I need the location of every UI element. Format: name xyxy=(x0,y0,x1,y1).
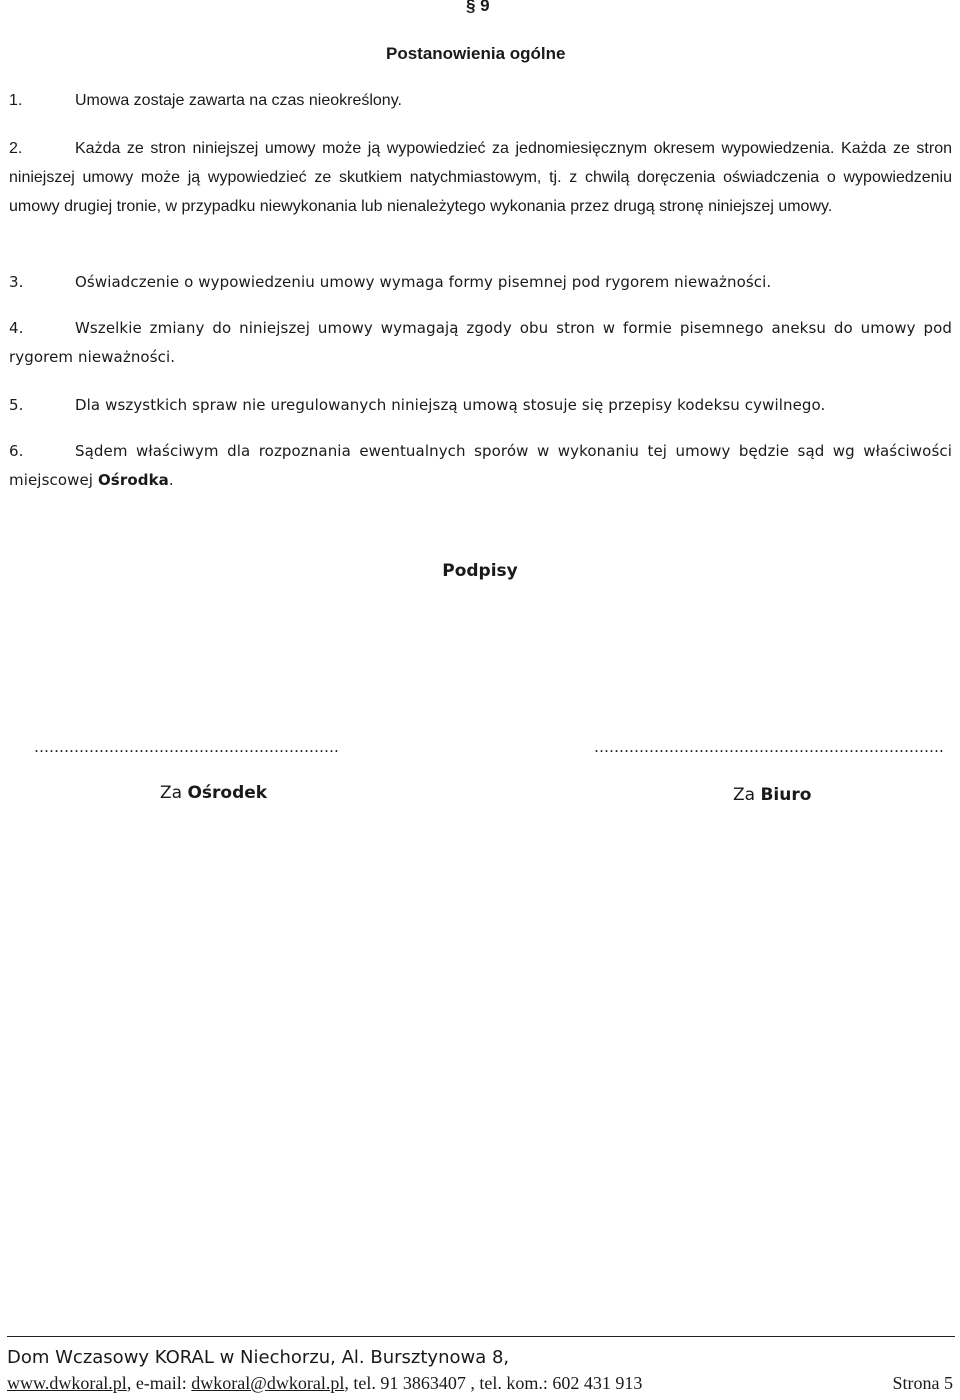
paragraph-number: 3. xyxy=(9,273,24,291)
paragraph-text: Każda ze stron niniejszej umowy może ją wypowiedzieć za jednomiesięcznym okresem wypowiedzenia. Każda ze stron niniejszej umowy może ją wypowiedzieć ze skutkiem natychmiastowym, tj. z chwilą doręczenia oświadczenia o wypowiedzeniu umowy drugiej tronie, w przypadku niewykonania lub nienależytego wykonania przez drugą stronę niniejszej umowy. xyxy=(9,140,952,215)
paragraph-bold-text: Ośrodka xyxy=(97,471,169,489)
paragraph-number: 2. xyxy=(9,140,23,157)
paragraph-1 xyxy=(9,86,952,115)
paragraph-number: 1. xyxy=(9,92,23,109)
paragraph-number: 6. xyxy=(9,442,24,460)
paragraph-3 xyxy=(9,268,952,297)
section-title: Postanowienia ogólne xyxy=(386,44,566,63)
paragraph-number: 5. xyxy=(9,396,24,414)
signature-prefix: Za xyxy=(160,783,188,803)
paragraph-number: 4. xyxy=(9,319,24,337)
section-number: § 9 xyxy=(466,0,490,15)
paragraph-2 xyxy=(9,134,952,221)
footer-contacts xyxy=(7,1373,953,1394)
paragraph-5 xyxy=(9,391,952,420)
paragraph-text-end: . xyxy=(168,471,174,489)
signature-party: Biuro xyxy=(760,785,812,805)
signature-label-left xyxy=(160,783,267,803)
website-link[interactable]: www.dwkoral.pl xyxy=(7,1373,127,1393)
email-link[interactable]: dwkoral@dwkoral.pl xyxy=(191,1373,345,1393)
paragraph-text: Dla wszystkich spraw nie uregulowanych niniejszą umową stosuje się przepisy kodeksu cywilnego. xyxy=(75,396,826,414)
signature-line-left: ……………………………………………………. xyxy=(34,738,339,756)
paragraph-text: Wszelkie zmiany do niniejszej umowy wymagają zgody obu stron w formie pisemnego aneksu do umowy pod rygorem nieważności. xyxy=(9,319,952,366)
signature-label-right xyxy=(733,785,811,805)
paragraph-4 xyxy=(9,314,952,372)
signature-party: Ośrodek xyxy=(187,783,268,803)
footer-rule xyxy=(7,1336,955,1337)
phone-numbers: , tel. 91 3863407 , tel. kom.: 602 431 913 xyxy=(344,1373,643,1393)
email-label: , e-mail: xyxy=(126,1373,192,1393)
signatures-heading: Podpisy xyxy=(442,561,518,581)
paragraph-text: Umowa zostaje zawarta na czas nieokreślony. xyxy=(75,92,402,109)
signature-prefix: Za xyxy=(733,785,761,805)
signature-line-right: ……………………………………………………………. xyxy=(594,738,944,756)
paragraph-6 xyxy=(9,437,952,495)
paragraph-text: Sądem właściwym dla rozpoznania ewentualnych sporów w wykonaniu tej umowy będzie sąd wg właściwości miejscowej xyxy=(9,442,952,489)
footer-address: Dom Wczasowy KORAL w Niechorzu, Al. Bursztynowa 8, xyxy=(7,1347,510,1368)
paragraph-text: Oświadczenie o wypowiedzeniu umowy wymaga formy pisemnej pod rygorem nieważności. xyxy=(75,273,772,291)
page-number: Strona 5 xyxy=(892,1373,953,1393)
